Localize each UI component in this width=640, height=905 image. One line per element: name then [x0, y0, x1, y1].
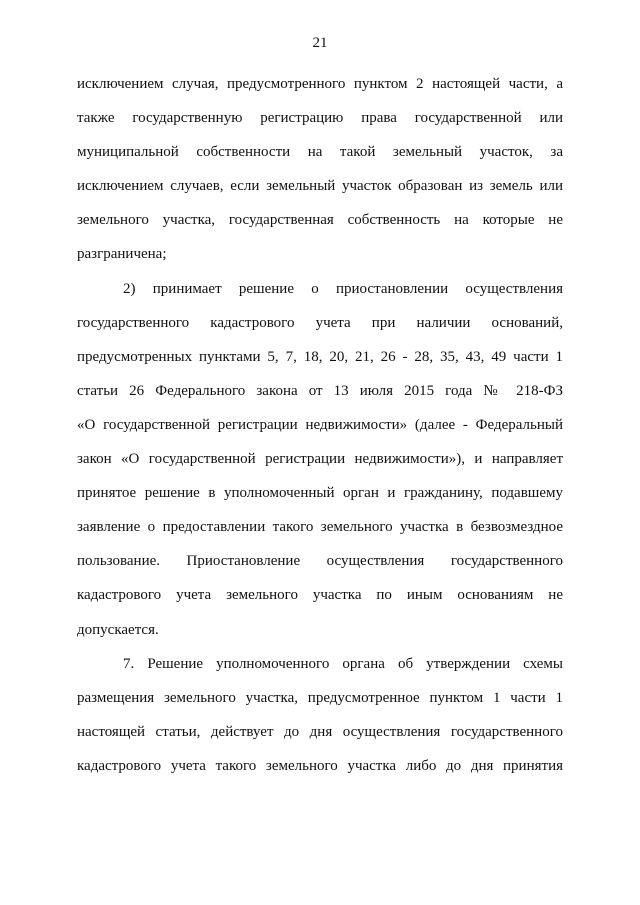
- text-line: «О государственной регистрации недвижимости» (далее - Федеральный: [77, 416, 563, 433]
- text-line: размещения земельного участка, предусмотренное пунктом 1 части 1: [77, 689, 563, 706]
- text-line: закон «О государственной регистрации недвижимости»), и направляет: [77, 451, 563, 468]
- text-line: статьи 26 Федерального закона от 13 июля 2015 года № 218-ФЗ: [77, 382, 563, 399]
- text-line: 2) принимает решение о приостановлении осуществления: [123, 280, 563, 297]
- text-line: исключением случаев, если земельный участок образован из земель или: [77, 178, 563, 195]
- text-line: предусмотренных пунктами 5, 7, 18, 20, 21, 26 - 28, 35, 43, 49 части 1: [77, 348, 563, 365]
- page-number: 21: [312, 35, 328, 51]
- text-line: государственного кадастрового учета при наличии оснований,: [77, 314, 563, 331]
- text-line: допускается.: [77, 621, 159, 638]
- text-line: пользование. Приостановление осуществления государственного: [77, 553, 563, 570]
- text-line: 7. Решение уполномоченного органа об утверждении схемы: [123, 655, 563, 672]
- text-line: настоящей статьи, действует до дня осуществления государственного: [77, 723, 563, 740]
- text-line: кадастрового учета земельного участка по иным основаниям не: [77, 587, 563, 604]
- text-line: заявление о предоставлении такого земельного участка в безвозмездное: [77, 519, 563, 536]
- document-body: [77, 73, 563, 789]
- text-line: земельного участка, государственная собственность на которые не: [77, 212, 563, 229]
- text-line: также государственную регистрацию права государственной или: [77, 110, 563, 127]
- text-line: разграничена;: [77, 246, 167, 263]
- text-line: муниципальной собственности на такой земельный участок, за: [77, 144, 563, 161]
- text-line: кадастрового учета такого земельного участка либо до дня принятия: [77, 757, 563, 774]
- text-line: принятое решение в уполномоченный орган и гражданину, подавшему: [77, 485, 563, 502]
- text-line: исключением случая, предусмотренного пунктом 2 настоящей части, а: [77, 76, 563, 92]
